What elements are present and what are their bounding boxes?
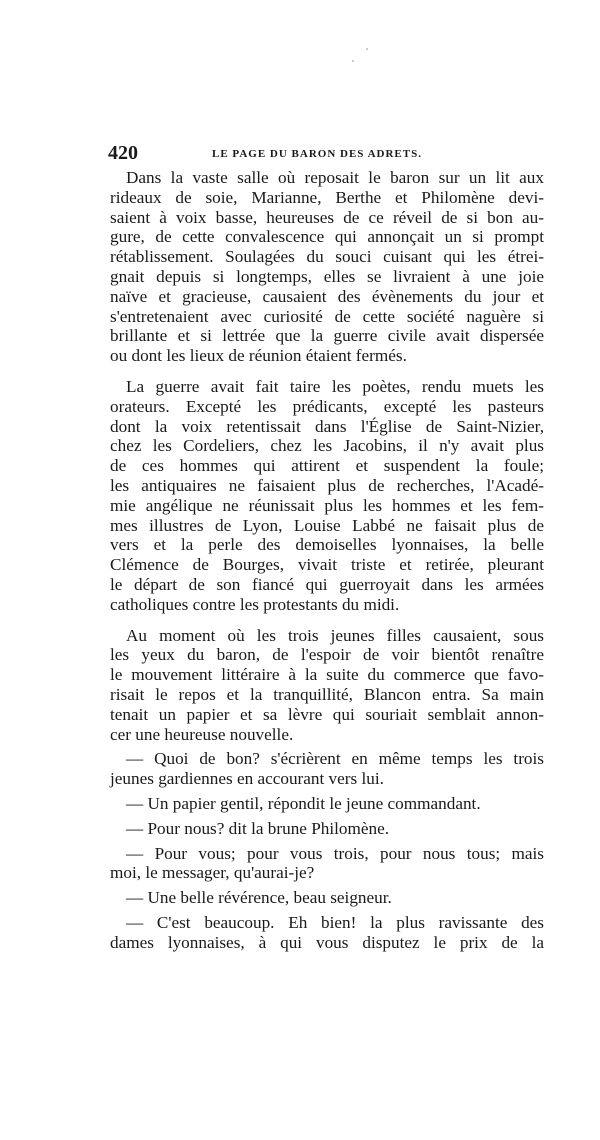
text-line: — Un papier gentil, répondit le jeune commandant.	[126, 793, 481, 813]
text-line: Clémence de Bourges, vivait triste et retirée, pleurant	[110, 555, 544, 575]
paragraph-gap	[110, 615, 544, 626]
paragraph	[110, 168, 544, 366]
dialogue-paragraph	[110, 794, 544, 814]
paragraph	[110, 626, 544, 745]
text-line: jeunes gardiennes en accourant vers lui.	[110, 769, 384, 789]
text-line: risait le repos et la tranquillité, Blancon entra. Sa main	[110, 684, 544, 704]
text-line: cer une heureuse nouvelle.	[110, 724, 294, 744]
text-line: naïve et gracieuse, causaient des évènements du jour et	[110, 286, 544, 306]
text-line: — Pour nous? dit la brune Philomène.	[126, 818, 390, 838]
text-line: La guerre avait fait taire les poètes, rendu muets les	[126, 376, 544, 396]
text-line: — Pour vous; pour vous trois, pour nous tous; mais	[126, 843, 544, 863]
text-line: brillante et si lettrée que la guerre civile avait dispersée	[110, 326, 544, 346]
text-line: rideaux de soie, Marianne, Berthe et Philomène devi-	[110, 187, 544, 207]
text-line: moi, le messager, qu'aurai-je?	[110, 863, 315, 883]
dialogue-paragraph	[110, 888, 544, 908]
text-line: ou dont les lieux de réunion étaient fermés.	[110, 346, 407, 366]
text-line: rétablissement. Soulagées du souci cuisant qui les étrei-	[110, 247, 544, 267]
text-line: Dans la vaste salle où reposait le baron sur un lit aux	[126, 168, 544, 187]
dialogue-paragraph	[110, 749, 544, 789]
text-line: gure, de cette convalescence qui annonçait un si prompt	[110, 227, 544, 247]
text-line: de ces hommes qui attirent et suspendent la foule;	[110, 456, 544, 476]
text-line: mes illustres de Lyon, Louise Labbé ne faisait plus de	[110, 515, 544, 535]
text-line: les yeux du baron, de l'espoir de voir bientôt renaître	[110, 645, 544, 665]
page-number: 420	[108, 142, 138, 164]
text-line: tenait un papier et sa lèvre qui souriait semblait annon-	[110, 704, 544, 724]
text-line: chez les Cordeliers, chez les Jacobins, il n'y avait plus	[110, 436, 544, 456]
text-line: saient à voix basse, heureuses de ce réveil de si bon au-	[110, 207, 544, 227]
text-line: le mouvement littéraire à la suite du commerce que favo-	[110, 665, 544, 685]
paper-speck	[366, 48, 368, 50]
text-line: catholiques contre les protestants du midi.	[110, 594, 400, 614]
text-line: dames lyonnaises, à qui vous disputez le prix de la	[110, 932, 544, 952]
text-line: — Quoi de bon? s'écrièrent en même temps les trois	[126, 749, 544, 769]
text-line: le départ de son fiancé qui guerroyait dans les armées	[110, 574, 544, 594]
text-line: dont la voix retentissait dans l'Église de Saint-Nizier,	[110, 416, 544, 436]
running-title: LE PAGE DU BARON DES ADRETS.	[212, 148, 422, 160]
text-line: les antiquaires ne faisaient plus de recherches, l'Acadé-	[110, 475, 544, 495]
paper-speck	[352, 60, 354, 62]
dialogue-paragraph	[110, 819, 544, 839]
text-line: Au moment où les trois jeunes filles causaient, sous	[126, 625, 544, 645]
text-line: gnait depuis si longtemps, elles se livraient à une joie	[110, 266, 544, 286]
page-header	[108, 142, 548, 164]
text-line: vers et la perle des demoiselles lyonnaises, la belle	[110, 535, 544, 555]
paragraph	[110, 377, 544, 615]
text-line: mie angélique ne réunissait plus les hommes et les fem-	[110, 495, 544, 515]
dialogue-paragraph	[110, 913, 544, 953]
paragraph-gap	[110, 366, 544, 377]
text-line: — Une belle révérence, beau seigneur.	[126, 888, 392, 908]
text-line: s'entretenaient avec curiosité de cette société naguère si	[110, 306, 544, 326]
text-line: orateurs. Excepté les prédicants, excepté les pasteurs	[110, 396, 544, 416]
dialogue-paragraph	[110, 844, 544, 884]
text-line: — C'est beaucoup. Eh bien! la plus ravissante des	[126, 912, 544, 932]
body-text	[110, 168, 544, 952]
